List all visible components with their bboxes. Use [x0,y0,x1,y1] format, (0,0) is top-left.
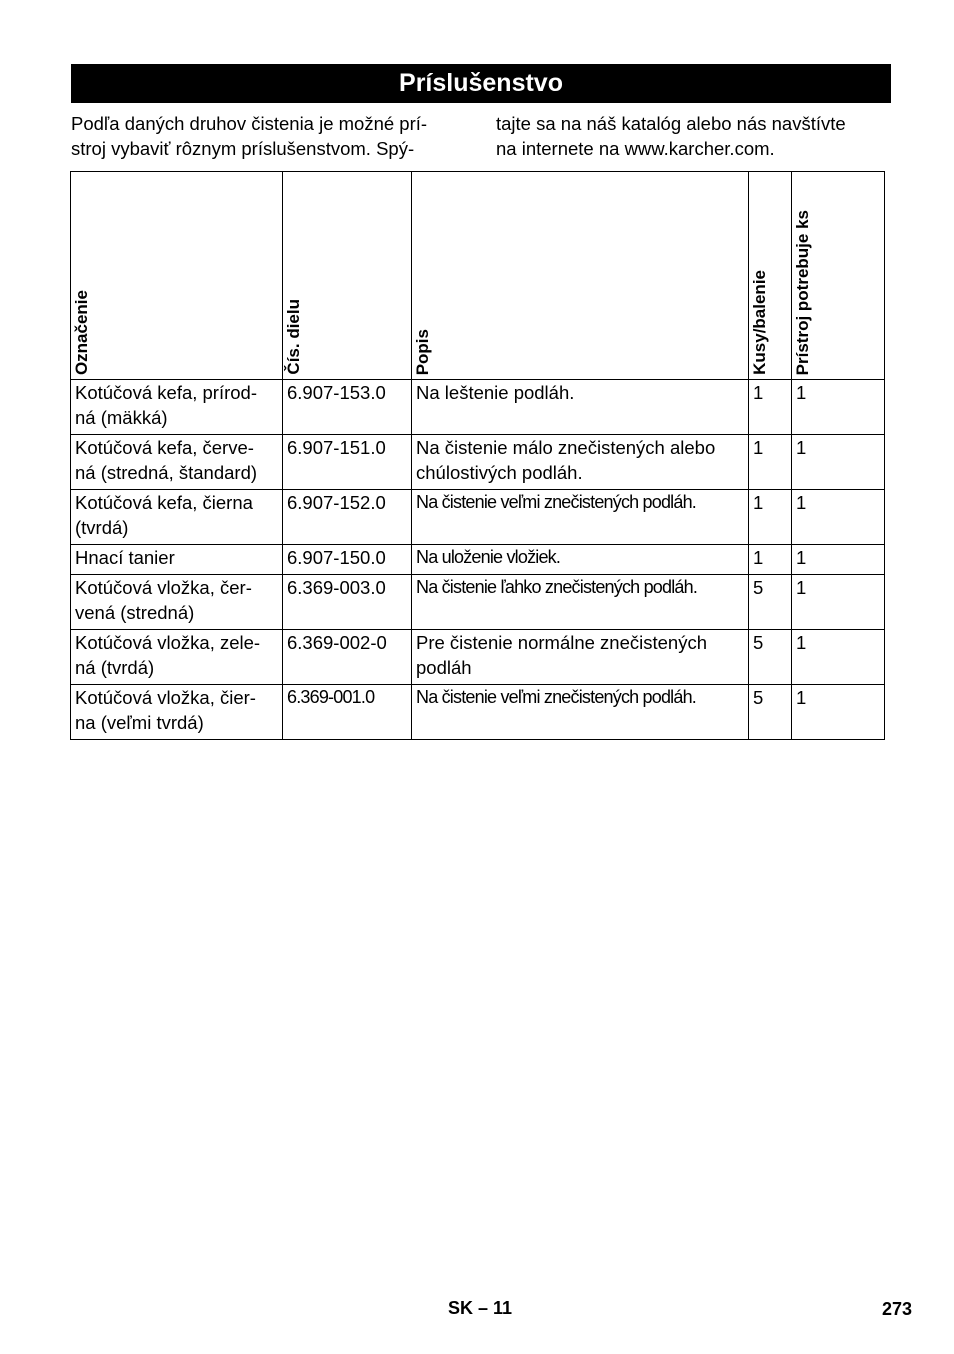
table-row [71,380,885,435]
cell-qty: 1 [749,380,792,435]
cell-part-number: 6.369-003.0 [283,575,412,630]
cell-description: Na čistenie málo znečistených alebo chúlostivých podláh. [412,435,749,490]
cell-needed: 1 [792,630,885,685]
cell-needed: 1 [792,575,885,630]
cell-qty: 5 [749,685,792,740]
cell-part-number: 6.907-151.0 [283,435,412,490]
column-header-description: Popis [412,172,749,380]
cell-description: Pre čistenie normálne znečistených podláh [412,630,749,685]
cell-part-number: 6.907-152.0 [283,490,412,545]
intro-line: stroj vybaviť rôznym príslušenstvom. Spý- [71,138,415,159]
table-row [71,435,885,490]
table-row [71,575,885,630]
page-title: Príslušenstvo [71,64,891,103]
cell-part-number: 6.369-002-0 [283,630,412,685]
column-header-pieces-per-pack: Kusy/balenie [749,172,792,380]
cell-designation: Kotúčová kefa, čierna (tvrdá) [71,490,283,545]
cell-description: Na čistenie veľmi znečistených podláh. [412,685,749,740]
accessories-table [70,171,885,740]
table-row [71,545,885,575]
table-row [71,685,885,740]
cell-description: Na čistenie ľahko znečistených podláh. [412,575,749,630]
intro-text-left [71,111,466,161]
table-row [71,630,885,685]
intro-text-right [496,111,891,161]
column-header-designation: Označenie [71,172,283,380]
cell-qty: 1 [749,435,792,490]
column-header-part-number: Čís. dielu [283,172,412,380]
intro-line: tajte sa na náš katalóg alebo nás navštívte [496,113,846,134]
cell-designation: Kotúčová kefa, červe- ná (stredná, štandard) [71,435,283,490]
cell-needed: 1 [792,685,885,740]
cell-needed: 1 [792,490,885,545]
cell-description: Na čistenie veľmi znečistených podláh. [412,490,749,545]
footer-section-label: SK – 11 [448,1298,513,1318]
cell-designation: Kotúčová kefa, prírod- ná (mäkká) [71,380,283,435]
table-row [71,490,885,545]
cell-needed: 1 [792,380,885,435]
cell-qty: 5 [749,630,792,685]
cell-part-number: 6.369-001.0 [283,685,412,740]
cell-needed: 1 [792,435,885,490]
cell-designation: Kotúčová vložka, zele- ná (tvrdá) [71,630,283,685]
cell-designation: Kotúčová vložka, čer- vená (stredná) [71,575,283,630]
intro-line: na internete na www.karcher.com. [496,138,775,159]
cell-qty: 1 [749,545,792,575]
cell-qty: 5 [749,575,792,630]
cell-designation: Hnací tanier [71,545,283,575]
cell-part-number: 6.907-150.0 [283,545,412,575]
cell-needed: 1 [792,545,885,575]
column-header-pieces-needed: Prístroj potrebuje ks [792,172,885,380]
cell-description: Na uloženie vložiek. [412,545,749,575]
cell-part-number: 6.907-153.0 [283,380,412,435]
intro-line: Podľa daných druhov čistenia je možné prí- [71,113,428,134]
cell-qty: 1 [749,490,792,545]
table-header-row [71,172,885,380]
cell-description: Na leštenie podláh. [412,380,749,435]
page-number: 273 [881,1299,912,1319]
cell-designation: Kotúčová vložka, čier- na (veľmi tvrdá) [71,685,283,740]
